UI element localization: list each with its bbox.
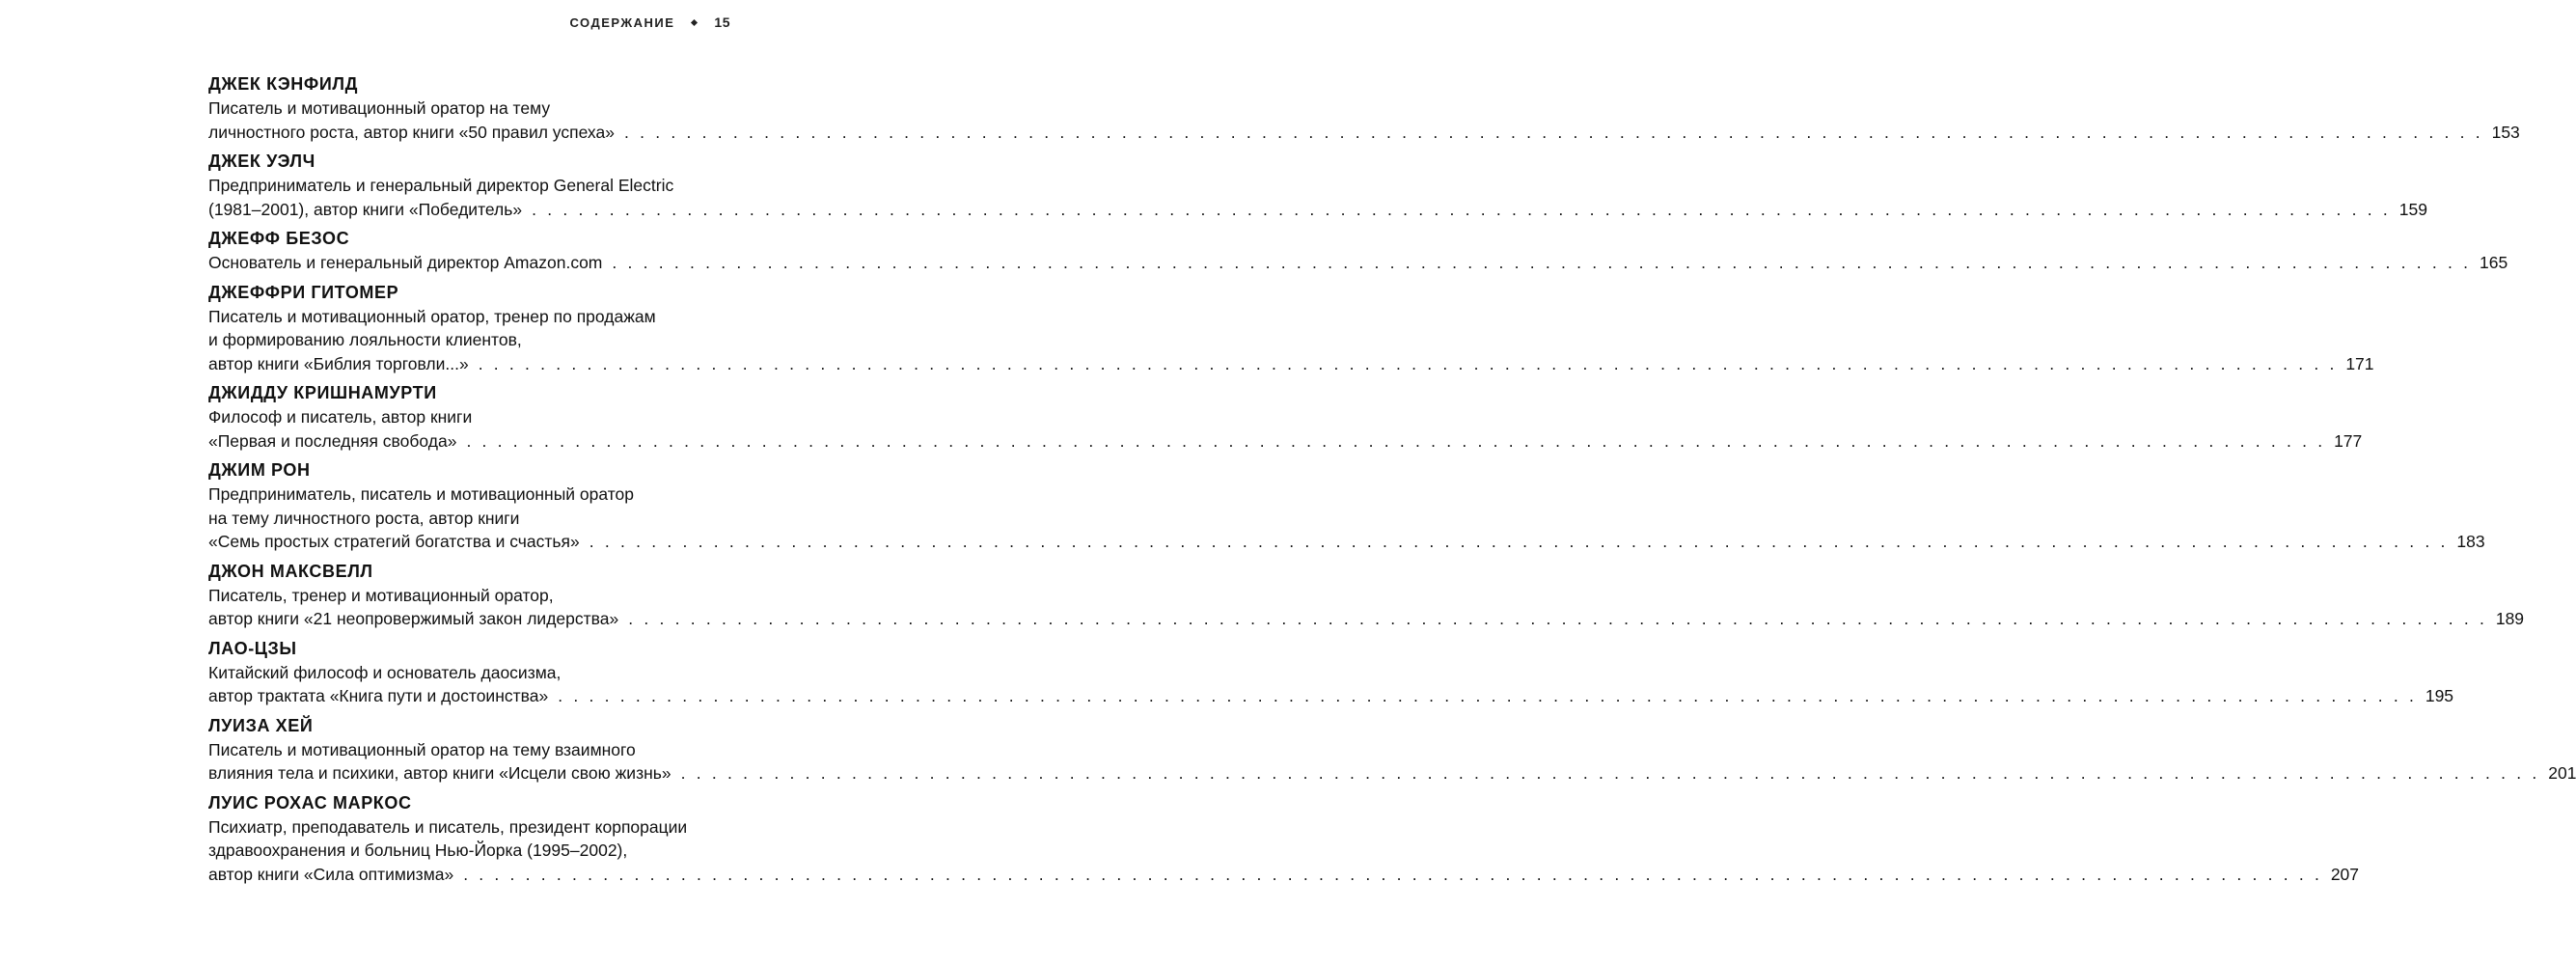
- author-description-line: автор книги «Сила оптимизма»: [208, 864, 454, 884]
- dot-leader: . . . . . . . . . . . . . . . . . . . . . . . . . . . . . . . . . . . . . . . . . . . . . . . . . . . . . . . . . . . . . . . . . . . . . . . . . . . . . . . . . . . . . . . . . . . . . . . . . . . . . . . . . . . . . . . . . . . . . . . .: [623, 122, 2483, 142]
- author-description-line: автор книги «21 неопровержимый закон лидерства»: [208, 609, 619, 628]
- author-description-line: Предприниматель, писатель и мотивационный оратор: [208, 484, 635, 504]
- author-name: ДЖЕК УЭЛЧ: [208, 152, 315, 171]
- section-title: СОДЕРЖАНИЕ: [569, 14, 675, 30]
- dot-leader: . . . . . . . . . . . . . . . . . . . . . . . . . . . . . . . . . . . . . . . . . . . . . . . . . . . . . . . . . . . . . . . . . . . . . . . . . . . . . . . . . . . . . . . . . . . . . . . . . . . . . . . . . . . . . . . . . . . . . . . .: [532, 199, 2391, 219]
- author-description-line: личностного роста, автор книги «50 правил успеха»: [208, 122, 615, 142]
- toc-page-number: 177: [2334, 430, 2363, 451]
- author-description-line: (1981–2001), автор книги «Победитель»: [208, 199, 523, 219]
- author-description-line: автор трактата «Книга пути и достоинства»: [208, 686, 549, 705]
- toc-entry: [208, 459, 2485, 554]
- toc-page-number: 183: [2456, 532, 2485, 551]
- toc-page-number: 159: [2398, 199, 2427, 219]
- author-description-line: автор книги «Библия торговли...»: [208, 353, 469, 373]
- author-description-line: Основатель и генеральный директор Amazon.com: [208, 253, 603, 272]
- author-name: ДЖОН МАКСВЕЛЛ: [208, 561, 373, 581]
- toc-page-number: 165: [2480, 253, 2508, 272]
- page-number: 15: [714, 14, 730, 30]
- dot-leader: . . . . . . . . . . . . . . . . . . . . . . . . . . . . . . . . . . . . . . . . . . . . . . . . . . . . . . . . . . . . . . . . . . . . . . . . . . . . . . . . . . . . . . . . . . . . . . . . . . . . . . . . . . . . . . . . . . . . . . . .: [589, 532, 2449, 551]
- toc-line-with-page: [208, 251, 2508, 275]
- author-name: ЛУИС РОХАС МАРКОС: [208, 792, 412, 813]
- toc-line-with-page: [208, 684, 2454, 708]
- author-name: ДЖЕФФ БЕЗОС: [208, 229, 350, 248]
- author-name: ДЖЕК КЭНФИЛД: [208, 74, 359, 94]
- toc-entry: [208, 282, 2374, 376]
- toc-line-with-page: [208, 429, 2363, 454]
- toc-line-with-page: [208, 863, 2360, 887]
- dot-leader: . . . . . . . . . . . . . . . . . . . . . . . . . . . . . . . . . . . . . . . . . . . . . . . . . . . . . . . . . . . . . . . . . . . . . . . . . . . . . . . . . . . . . . . . . . . . . . . . . . . . . . . . . . . . . . . . . . . . . . . .: [612, 253, 2472, 272]
- author-name: ДЖЕФФРИ ГИТОМЕР: [208, 282, 399, 302]
- dot-leader: . . . . . . . . . . . . . . . . . . . . . . . . . . . . . . . . . . . . . . . . . . . . . . . . . . . . . . . . . . . . . . . . . . . . . . . . . . . . . . . . . . . . . . . . . . . . . . . . . . . . . . . . . . . . . . . . . . . . . . . .: [463, 864, 2323, 884]
- running-header: [569, 14, 730, 30]
- dot-leader: . . . . . . . . . . . . . . . . . . . . . . . . . . . . . . . . . . . . . . . . . . . . . . . . . . . . . . . . . . . . . . . . . . . . . . . . . . . . . . . . . . . . . . . . . . . . . . . . . . . . . . . . . . . . . . . . . . . . . . . .: [466, 430, 2326, 451]
- toc-page-number: 195: [2425, 686, 2454, 705]
- author-name: ДЖИМ РОН: [208, 460, 311, 480]
- toc-entry: [208, 151, 2427, 221]
- toc-line-with-page: [208, 352, 2374, 376]
- toc-page-number: 189: [2495, 609, 2525, 628]
- toc-entry: [208, 228, 2508, 275]
- author-description-line: на тему личностного роста, автор книги: [208, 508, 520, 528]
- toc-entry: [208, 638, 2454, 708]
- toc-line-with-page: [208, 530, 2485, 554]
- toc-entry: [208, 561, 2525, 631]
- author-description-line: «Первая и последняя свобода»: [208, 430, 457, 451]
- dot-leader: . . . . . . . . . . . . . . . . . . . . . . . . . . . . . . . . . . . . . . . . . . . . . . . . . . . . . . . . . . . . . . . . . . . . . . . . . . . . . . . . . . . . . . . . . . . . . . . . . . . . . . . . . . . . . . . . . . . . . . . .: [558, 686, 2418, 705]
- author-description-line: Психиатр, преподаватель и писатель, президент корпорации: [208, 816, 688, 837]
- toc-page-number: 201: [2548, 763, 2576, 783]
- toc-page-number: 153: [2491, 122, 2520, 142]
- author-name: ЛУИЗА ХЕЙ: [208, 715, 314, 735]
- toc-line-with-page: [208, 761, 2576, 786]
- toc-line-with-page: [208, 121, 2520, 145]
- dot-leader: . . . . . . . . . . . . . . . . . . . . . . . . . . . . . . . . . . . . . . . . . . . . . . . . . . . . . . . . . . . . . . . . . . . . . . . . . . . . . . . . . . . . . . . . . . . . . . . . . . . . . . . . . . . . . . . . . . . . . . . .: [680, 763, 2540, 783]
- toc-page-number: 207: [2330, 864, 2360, 884]
- toc-entry: [208, 792, 2360, 887]
- toc-entry: [208, 715, 2576, 786]
- toc-line-with-page: [208, 198, 2427, 222]
- author-description-line: здравоохранения и больниц Нью-Йорка (1995–2002),: [208, 841, 628, 860]
- author-description-line: и формированию лояльности клиентов,: [208, 330, 522, 349]
- author-name: ЛАО-ЦЗЫ: [208, 638, 297, 658]
- toc-page-number: 171: [2345, 353, 2374, 373]
- author-name: ДЖИДДУ КРИШНАМУРТИ: [208, 383, 437, 402]
- table-of-contents: [208, 73, 2576, 893]
- dot-leader: . . . . . . . . . . . . . . . . . . . . . . . . . . . . . . . . . . . . . . . . . . . . . . . . . . . . . . . . . . . . . . . . . . . . . . . . . . . . . . . . . . . . . . . . . . . . . . . . . . . . . . . . . . . . . . . . . . . . . . . .: [478, 353, 2338, 373]
- author-description-line: Предприниматель и генеральный директор General Electric: [208, 176, 674, 195]
- toc-entry: [208, 382, 2363, 453]
- dot-leader: . . . . . . . . . . . . . . . . . . . . . . . . . . . . . . . . . . . . . . . . . . . . . . . . . . . . . . . . . . . . . . . . . . . . . . . . . . . . . . . . . . . . . . . . . . . . . . . . . . . . . . . . . . . . . . . . . . . . . . . .: [628, 609, 2488, 628]
- author-description-line: влияния тела и психики, автор книги «Исцели свою жизнь»: [208, 763, 671, 783]
- author-description-line: Философ и писатель, автор книги: [208, 407, 473, 427]
- diamond-separator-icon: [691, 18, 698, 25]
- author-description-line: Писатель и мотивационный оратор, тренер по продажам: [208, 306, 656, 326]
- author-description-line: Китайский философ и основатель даосизма,: [208, 662, 562, 682]
- toc-line-with-page: [208, 607, 2525, 631]
- author-description-line: Писатель и мотивационный оратор на тему: [208, 98, 551, 118]
- author-description-line: «Семь простых стратегий богатства и счастья»: [208, 532, 580, 551]
- author-description-line: Писатель и мотивационный оратор на тему взаимного: [208, 739, 636, 759]
- author-description-line: Писатель, тренер и мотивационный оратор,: [208, 585, 554, 605]
- toc-entry: [208, 73, 2520, 144]
